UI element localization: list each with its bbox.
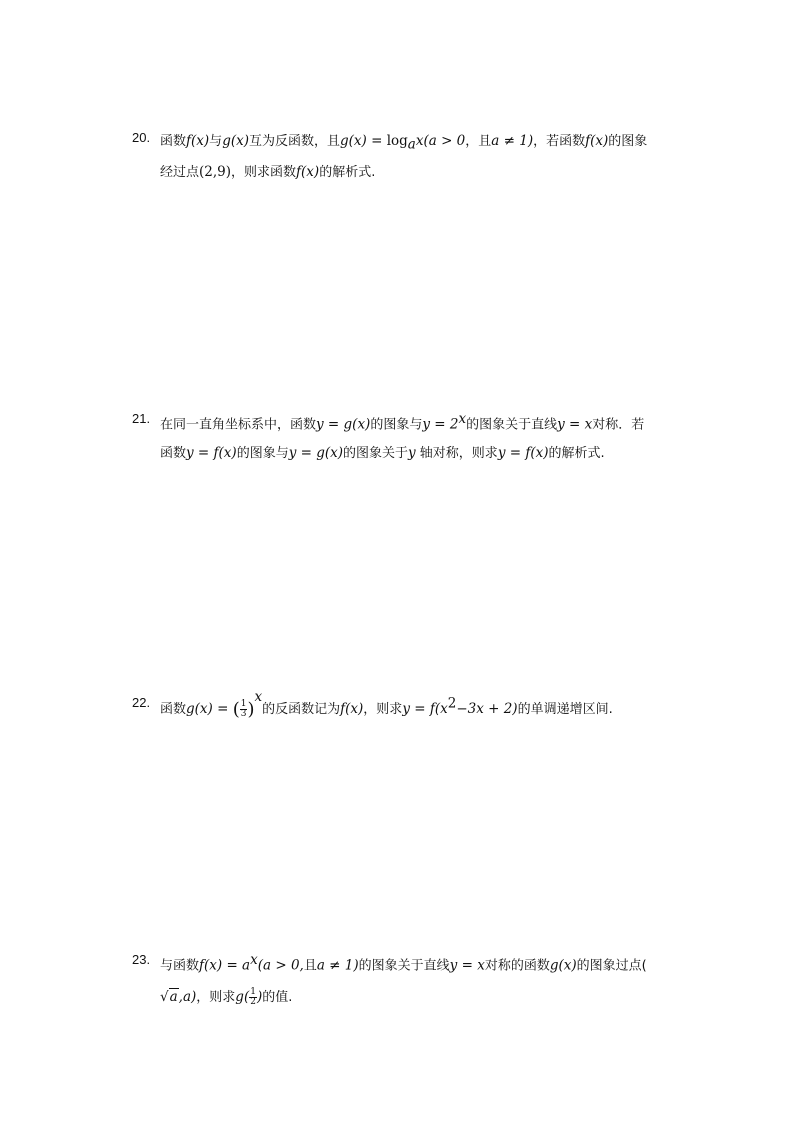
text: 的图象关于直线 — [466, 417, 558, 433]
math: g(x) — [340, 133, 367, 149]
math: g(x) = — [186, 701, 233, 717]
text: 的图象 — [608, 134, 648, 149]
math: x — [250, 952, 258, 968]
problem-line-1 — [160, 130, 647, 153]
math: a ≠ 1) — [316, 957, 359, 974]
math: (a > 0, — [257, 957, 304, 974]
text: 的图象与 — [236, 446, 289, 461]
left-paren: ( — [232, 699, 240, 720]
text: 轴对称，则求 — [415, 446, 498, 461]
problem-number: 22. — [132, 695, 151, 710]
denominator: 3 — [240, 709, 247, 719]
text: ，则求 — [196, 990, 236, 1005]
math: ,a) — [178, 989, 197, 1005]
fraction — [249, 988, 257, 1007]
math: f(x) = a — [199, 957, 251, 974]
math: y — [408, 445, 416, 461]
problem-line-2 — [160, 442, 605, 461]
numerator: 1 — [250, 987, 256, 997]
text: 的值. — [262, 990, 293, 1005]
text: 与函数 — [160, 958, 200, 974]
text: 的解析式. — [319, 165, 376, 180]
math: y = f(x) — [497, 445, 549, 461]
math: x — [415, 133, 424, 149]
text: ，则求函数 — [231, 165, 297, 180]
math: g( — [235, 989, 250, 1005]
text: 函数 — [160, 702, 187, 717]
math: (2,9) — [199, 164, 232, 180]
math: −3x + 2) — [456, 701, 518, 717]
text: 且 — [303, 958, 317, 974]
problem-line-2 — [160, 986, 292, 1007]
problem-line-1 — [160, 952, 647, 974]
math: g(x) — [549, 957, 577, 974]
math: y = g(x) — [316, 416, 371, 433]
text: 在同一直角坐标系中，函数 — [160, 417, 317, 433]
math: y = x — [557, 416, 593, 433]
problem-line-1 — [160, 411, 644, 433]
math: a ≠ 1) — [491, 133, 534, 149]
math: y = f(x — [402, 701, 448, 717]
text: 的图象与 — [370, 417, 423, 433]
text: 的图象过点( — [576, 958, 647, 974]
text: 的反函数记为 — [262, 702, 341, 717]
text: 与 — [209, 134, 223, 149]
text: 对称的函数 — [484, 958, 550, 974]
math: x — [458, 411, 467, 427]
numerator: 1 — [240, 699, 247, 709]
text: 对称．若 — [592, 417, 645, 433]
math: a — [407, 136, 416, 153]
text: 函数 — [160, 446, 187, 461]
math: = log — [366, 133, 408, 149]
text: ，若函数 — [533, 134, 586, 149]
right-paren: ) — [247, 699, 255, 720]
problem-line-1 — [160, 689, 613, 720]
math: g(x) — [222, 133, 249, 149]
text: 的单调递增区间. — [517, 702, 613, 717]
text: 互为反函数，且 — [248, 134, 340, 149]
problem-number: 21. — [132, 411, 151, 426]
text: 的图象关于 — [343, 446, 409, 461]
math: 2 — [447, 695, 457, 712]
square-root — [160, 989, 179, 1005]
math: (a > 0 — [423, 133, 466, 149]
math: f(x) — [186, 133, 210, 149]
problem-number: 23. — [132, 952, 151, 967]
text: ，则求 — [363, 702, 403, 717]
math: f(x) — [296, 164, 320, 180]
radical-sign-icon: √ — [160, 989, 169, 1005]
radicand: a — [169, 989, 178, 1005]
math: x — [254, 689, 263, 705]
text: 的解析式. — [548, 446, 605, 461]
math: y = f(x) — [186, 445, 237, 461]
math: f(x) — [585, 133, 609, 149]
text: 的图象关于直线 — [358, 958, 450, 974]
text: 经过点 — [160, 165, 200, 180]
math: y = x — [449, 957, 485, 974]
math: y = g(x) — [288, 445, 344, 461]
math: f(x) — [340, 701, 364, 717]
problem-line-2 — [160, 161, 375, 180]
problem-number: 20. — [132, 130, 151, 145]
math: y = 2 — [422, 416, 459, 433]
text: ，且 — [465, 134, 492, 149]
denominator: 2 — [250, 997, 256, 1007]
math: ) — [256, 989, 263, 1005]
text: 函数 — [160, 134, 187, 149]
